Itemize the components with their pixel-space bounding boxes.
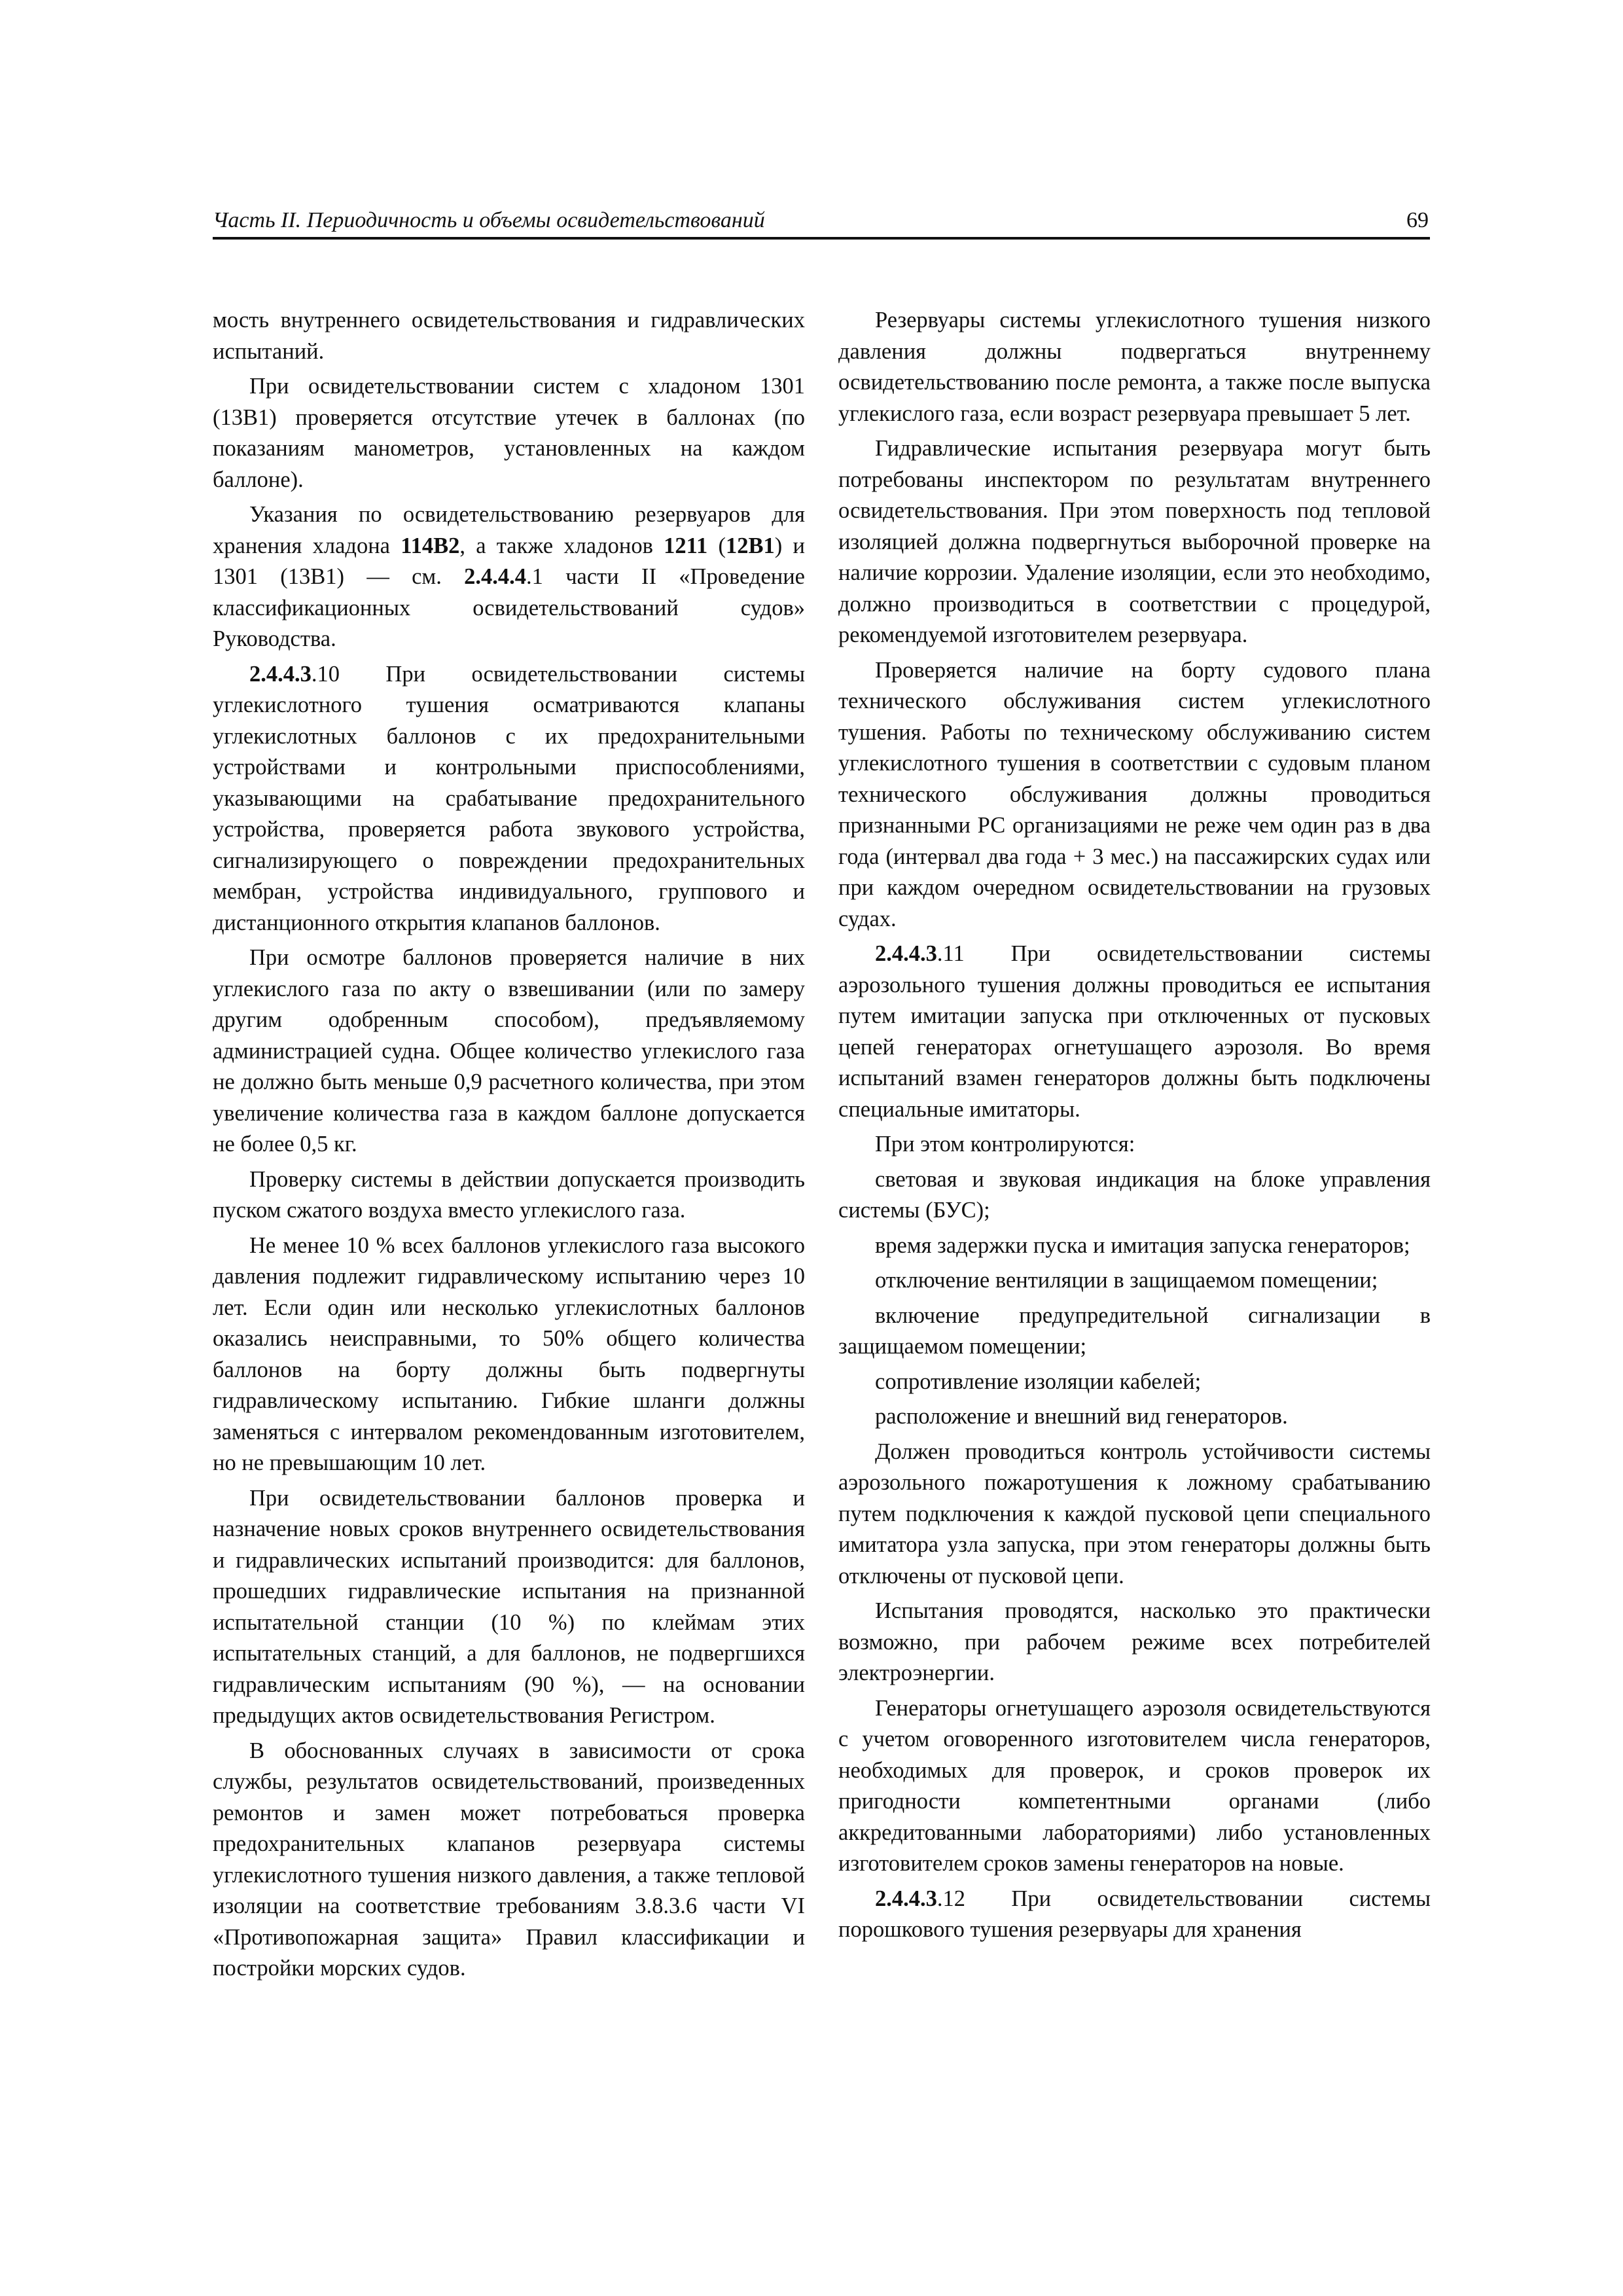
section-subnumber: .10 xyxy=(311,661,340,687)
right-column xyxy=(838,305,1431,2085)
paragraph: При этом контролируются: xyxy=(875,1132,1135,1157)
list-item: световая и звуковая индикация на блоке управления системы (БУС); xyxy=(838,1166,1431,1223)
text-run: , а также хладонов xyxy=(459,533,664,558)
section-paragraph xyxy=(213,659,805,939)
section-text: При освидетельствовании системы углекислотного тушения осматриваются клапаны углекислотных баллонов с их предохранительными устройствами и контрольными приспособлениями, указывающими на срабатывание предохранительного устройства, проверяется работа звукового устройства, сигнализирующего о повреждении предохранительных мембран, устройства индивидуального, группового и дистанционного открытия клапанов баллонов. xyxy=(213,661,805,935)
running-title: Часть II. Периодичность и объемы освидетельствований xyxy=(213,208,765,232)
text-run-bold: 1211 xyxy=(664,533,708,558)
section-number: 2.4.4.3 xyxy=(249,661,312,687)
section-text: При освидетельствовании системы порошкового тушения резервуары для хранения xyxy=(838,1886,1431,1942)
page-number: 69 xyxy=(1406,208,1429,232)
left-column xyxy=(213,305,805,2085)
list-item: включение предупредительной сигнализации в защищаемом помещении; xyxy=(838,1302,1431,1359)
paragraph: Не менее 10 % всех баллонов углекислого газа высокого давления подлежит гидравлическому испытанию через 10 лет. Если один или несколько углекислотных баллонов оказались неисправными, то 50% общего количества баллонов на борту должны быть подвергнуты гидравлическому испытанию. Гибкие шланги должны заменяться с интервалом рекомендованным изготовителем, но не превышающим 10 лет. xyxy=(213,1232,805,1475)
section-text: При освидетельствовании системы аэрозольного тушения должны проводиться ее испытания путем имитации запуска при отключенных от пусковых цепей генераторах огнетушащего аэрозоля. Во время испытаний взамен генераторов должны быть подключены специальные имитаторы. xyxy=(838,941,1431,1122)
text-run-bold: 2.4.4.4 xyxy=(464,564,527,589)
paragraph: При освидетельствовании баллонов проверка и назначение новых сроков внутреннего освидетельствования и гидравлических испытаний производится: для баллонов, прошедших гидравлические испытания на признанной испытательной станции (10 %) по клеймам этих испытательных станций, а для баллонов, не подвергшихся гидравлическим испытаниям (90 %), — на основании предыдущих актов освидетельствования Регистром. xyxy=(213,1485,805,1728)
list-item: сопротивление изоляции кабелей; xyxy=(875,1369,1202,1394)
page-header xyxy=(213,200,1430,237)
text-run: .1 части II «Проведение классификационных освидетельствований судов» Руководства. xyxy=(213,564,805,651)
section-paragraph xyxy=(838,1884,1431,1946)
paragraph: При освидетельствовании систем с хладоном 1301 (13В1) проверяется отсутствие утечек в баллонах (по показаниям манометров, установленных на каждом баллоне). xyxy=(213,374,805,492)
text-run-bold: 114В2 xyxy=(401,533,460,558)
text-run: ( xyxy=(707,533,726,558)
paragraph: При осмотре баллонов проверяется наличие в них углекислого газа по акту о взвешивании (или по замеру другим одобренным способом), предъявляемому администрацией судна. Общее количество углекислого газа не должно быть меньше 0,9 расчетного количества, при этом увеличение количества газа в каждом баллоне допускается не более 0,5 кг. xyxy=(213,945,805,1157)
text-run: ) и 1301 (13В1) — см. xyxy=(213,533,805,589)
list-item: время задержки пуска и имитация запуска генераторов; xyxy=(875,1232,1410,1258)
paragraph: Проверку системы в действии допускается производить пуском сжатого воздуха вместо углекислого газа. xyxy=(213,1166,805,1223)
text-run: Указания по освидетельствованию резервуаров для хранения хладона xyxy=(213,502,805,558)
section-number: 2.4.4.3 xyxy=(875,941,937,966)
paragraph: Резервуары системы углекислотного тушения низкого давления должны подвергаться внутреннему освидетельствованию после ремонта, а также после выпуска углекислого газа, если возраст резервуара превышает 5 лет. xyxy=(838,308,1431,426)
section-subnumber: .11 xyxy=(936,941,965,966)
paragraph: мость внутреннего освидетельствования и гидравлических испытаний. xyxy=(213,308,805,364)
paragraph: Гидравлические испытания резервуара могут быть потребованы инспектором по результатам внутреннего освидетельствования. При этом поверхность под тепловой изоляцией должна подвергнуться выборочной проверке на наличие коррозии. Удаление изоляции, если это необходимо, должно производиться в соответствии с процедурой, рекомендуемой изготовителем резервуара. xyxy=(838,436,1431,647)
section-subnumber: .12 xyxy=(936,1886,965,1911)
paragraph xyxy=(213,499,805,655)
paragraph: Испытания проводятся, насколько это практически возможно, при рабочем режиме всех потребителей электроэнергии. xyxy=(838,1598,1431,1685)
section-paragraph xyxy=(838,939,1431,1125)
header-rule xyxy=(213,237,1430,240)
text-run-bold: 12В1 xyxy=(726,533,775,558)
paragraph: Должен проводиться контроль устойчивости системы аэрозольного пожаротушения к ложному срабатыванию путем подключения к каждой пусковой цепи специального имитатора узла запуска, при этом генераторы должны быть отключены от пусковой цепи. xyxy=(838,1439,1431,1588)
paragraph: Генераторы огнетушащего аэрозоля освидетельствуются с учетом оговоренного изготовителем числа генераторов, необходимых для проверок, и сроков проверок их пригодности компетентными органами (либо аккредитованными лабораториями) либо установленных изготовителем сроков замены генераторов на новые. xyxy=(838,1695,1431,1876)
paragraph: В обоснованных случаях в зависимости от срока службы, результатов освидетельствований, произведенных ремонтов и замен может потребоваться проверка предохранительных клапанов резервуара системы углекислотного тушения низкого давления, а также тепловой изоляции на соответствие требованиям 3.8.3.6 части VI «Противопожарная защита» Правил классификации и постройки морских судов. xyxy=(213,1738,805,1981)
list-item: расположение и внешний вид генераторов. xyxy=(875,1404,1288,1429)
paragraph: Проверяется наличие на борту судового плана технического обслуживания систем углекислотного тушения. Работы по техническому обслуживанию систем углекислотного тушения в соответствии с судовым планом технического обслуживания должны проводиться признанными РС организациями не реже чем один раз в два года (интервал два года + 3 мес.) на пассажирских судах или при каждом очередном освидетельствовании на грузовых судах. xyxy=(838,657,1431,931)
section-number: 2.4.4.3 xyxy=(875,1886,937,1911)
list-item: отключение вентиляции в защищаемом помещении; xyxy=(875,1268,1378,1293)
